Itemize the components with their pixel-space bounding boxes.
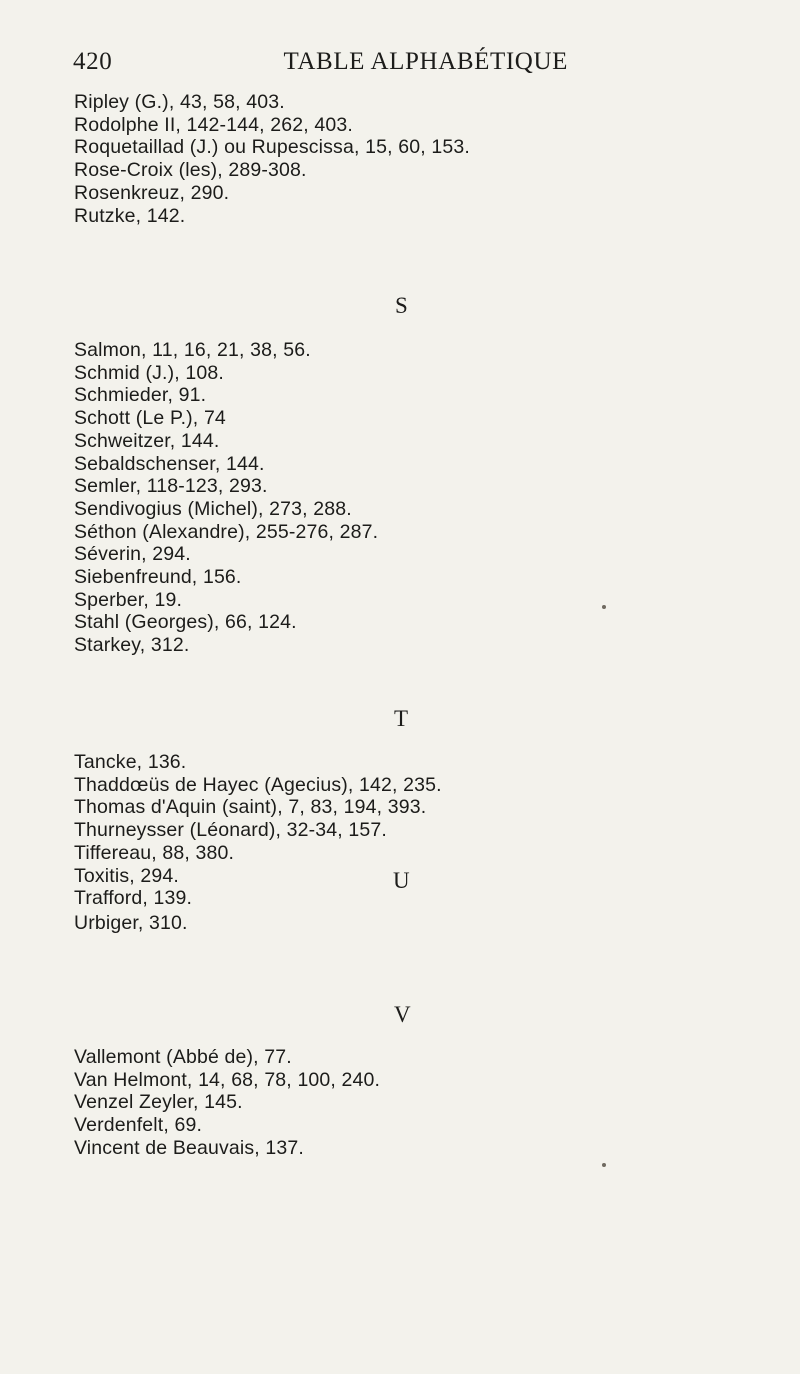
page-header — [73, 48, 568, 84]
index-entry: Van Helmont, 14, 68, 78, 100, 240. — [74, 1068, 381, 1091]
index-entry: Séthon (Alexandre), 255-276, 287. — [74, 520, 379, 543]
paper-speck — [602, 605, 606, 609]
index-entry: Sperber, 19. — [74, 588, 183, 611]
index-entry: Sebaldschenser, 144. — [74, 452, 265, 475]
index-entry: Schmid (J.), 108. — [74, 361, 224, 384]
index-section-u — [74, 912, 188, 935]
index-section-r — [74, 91, 470, 227]
index-entry: Urbiger, 310. — [74, 912, 188, 934]
index-entry: Thaddœüs de Hayec (Agecius), 142, 235. — [74, 773, 442, 796]
index-entry: Siebenfreund, 156. — [74, 566, 242, 589]
index-entry: Venzel Zeyler, 145. — [74, 1091, 243, 1114]
index-entry: Schott (Le P.), 74 — [74, 407, 226, 430]
section-letter-t: T — [394, 706, 409, 731]
index-entry: Verdenfelt, 69. — [74, 1114, 203, 1137]
index-entry: Trafford, 139. — [74, 887, 193, 910]
index-entry: Schweitzer, 144. — [74, 429, 220, 452]
index-entry: Sendivogius (Michel), 273, 288. — [74, 497, 352, 520]
index-section-s — [74, 339, 378, 657]
index-entry: Salmon, 11, 16, 21, 38, 56. — [74, 339, 311, 361]
index-entry: Thurneysser (Léonard), 32-34, 157. — [74, 819, 387, 842]
index-entry: Vallemont (Abbé de), 77. — [74, 1046, 292, 1068]
index-entry: Roquetaillad (J.) ou Rupescissa, 15, 60, 153. — [74, 136, 470, 159]
index-entry: Rose-Croix (les), 289-308. — [74, 159, 307, 182]
index-entry: Stahl (Georges), 66, 124. — [74, 611, 297, 634]
index-entry: Rodolphe II, 142-144, 262, 403. — [74, 113, 353, 136]
page-number: 420 — [73, 48, 113, 75]
index-entry: Rosenkreuz, 290. — [74, 181, 230, 204]
index-entry: Semler, 118-123, 293. — [74, 475, 268, 498]
index-entry: Thomas d'Aquin (saint), 7, 83, 194, 393. — [74, 796, 427, 819]
index-entry: Vincent de Beauvais, 137. — [74, 1136, 304, 1159]
index-entry: Rutzke, 142. — [74, 204, 186, 227]
section-letter-u: U — [393, 868, 410, 893]
section-letter-v: V — [394, 1002, 411, 1027]
index-entry: Schmieder, 91. — [74, 384, 207, 407]
index-entry: Tiffereau, 88, 380. — [74, 841, 235, 864]
index-section-t — [74, 751, 442, 910]
paper-speck — [602, 1163, 606, 1167]
index-entry: Tancke, 136. — [74, 751, 187, 773]
index-entry: Starkey, 312. — [74, 634, 190, 657]
index-section-v — [74, 1046, 380, 1160]
index-entry: Toxitis, 294. — [74, 864, 179, 887]
running-title: TABLE ALPHABÉTIQUE — [283, 48, 568, 75]
index-entry: Ripley (G.), 43, 58, 403. — [74, 91, 285, 113]
index-entry: Séverin, 294. — [74, 543, 191, 566]
section-letter-s: S — [395, 293, 408, 318]
